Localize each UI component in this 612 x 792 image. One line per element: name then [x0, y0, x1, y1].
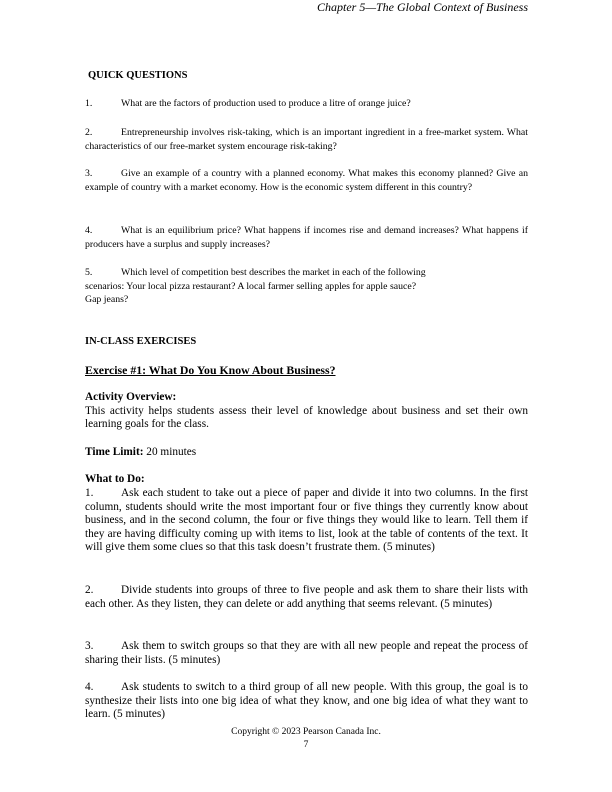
step-number: 4.	[85, 681, 94, 693]
copyright-footer: Copyright © 2023 Pearson Canada Inc.	[231, 727, 381, 737]
activity-overview	[85, 391, 528, 432]
exercise-title: Exercise #1: What Do You Know About Business?	[85, 363, 336, 377]
question-4	[85, 224, 528, 251]
in-class-exercises-heading: IN-CLASS EXERCISES	[85, 336, 197, 347]
step-number: 1.	[85, 487, 94, 499]
step-4	[85, 681, 528, 722]
time-limit-label: Time Limit:	[85, 446, 144, 458]
time-limit-value: 20 minutes	[143, 446, 197, 458]
step-2	[85, 584, 528, 611]
what-to-do-label: What to Do:	[85, 473, 145, 485]
question-text: What is an equilibrium price? What happens if incomes rise and demand increases? What happens if producers have a surplus and supply increases?	[85, 225, 528, 250]
question-text: Give an example of a country with a planned economy. What makes this economy planned? Give an example of country with a market economy. How is the economic system different in this country?	[85, 168, 528, 193]
question-number: 2.	[85, 127, 93, 138]
question-2	[85, 126, 528, 153]
question-text: What are the factors of production used to produce a litre of orange juice?	[121, 98, 411, 109]
question-number: 1.	[85, 98, 93, 109]
question-number: 5.	[85, 267, 93, 278]
question-1	[85, 97, 528, 111]
page-number: 7	[303, 740, 309, 750]
activity-overview-text: This activity helps students assess their level of knowledge about business and set their own learning goals for the class.	[85, 404, 528, 431]
question-text-line1: Which level of competition best describes the market in each of the following	[121, 267, 426, 278]
question-5	[85, 266, 528, 307]
step-text: Ask students to switch to a third group of all new people. With this group, the goal is to synthesize their lists into one big idea of what they know, and one big idea of what they want to learn. (5 minutes)	[85, 681, 528, 721]
question-number: 3.	[85, 168, 93, 179]
step-3	[85, 640, 528, 667]
activity-overview-label: Activity Overview:	[85, 391, 177, 403]
time-limit	[85, 446, 528, 460]
question-3	[85, 167, 528, 194]
step-1	[85, 487, 528, 555]
question-text-line3: Gap jeans?	[85, 294, 129, 306]
question-text-line2: scenarios: Your local pizza restaurant? A local farmer selling apples for apple sauce?	[85, 280, 417, 292]
quick-questions-heading: QUICK QUESTIONS	[88, 70, 188, 81]
question-text: Entrepreneurship involves risk-taking, which is an important ingredient in a free-market system. What characteristics of our free-market system encourage risk-taking?	[85, 127, 528, 152]
step-text: Divide students into groups of three to five people and ask them to share their lists with each other. As they listen, they can delete or add anything that seems relevant. (5 minutes)	[85, 584, 528, 610]
what-to-do	[85, 473, 528, 487]
step-number: 2.	[85, 584, 94, 596]
step-text: Ask them to switch groups so that they are with all new people and repeat the process of sharing their lists. (5 minutes)	[85, 640, 528, 666]
question-number: 4.	[85, 225, 93, 236]
step-text: Ask each student to take out a piece of paper and divide it into two columns. In the first column, students should write the most important four or five things they currently know about business, and in the second column, the four or five things they would like to learn. Tell them if they are having difficulty coming up with items to list, look at the table of contents of the text. It will give them some clues so that this task doesn’t frustrate them. (5 minutes)	[85, 487, 528, 554]
step-number: 3.	[85, 640, 94, 652]
chapter-header: Chapter 5—The Global Context of Business	[317, 0, 528, 14]
